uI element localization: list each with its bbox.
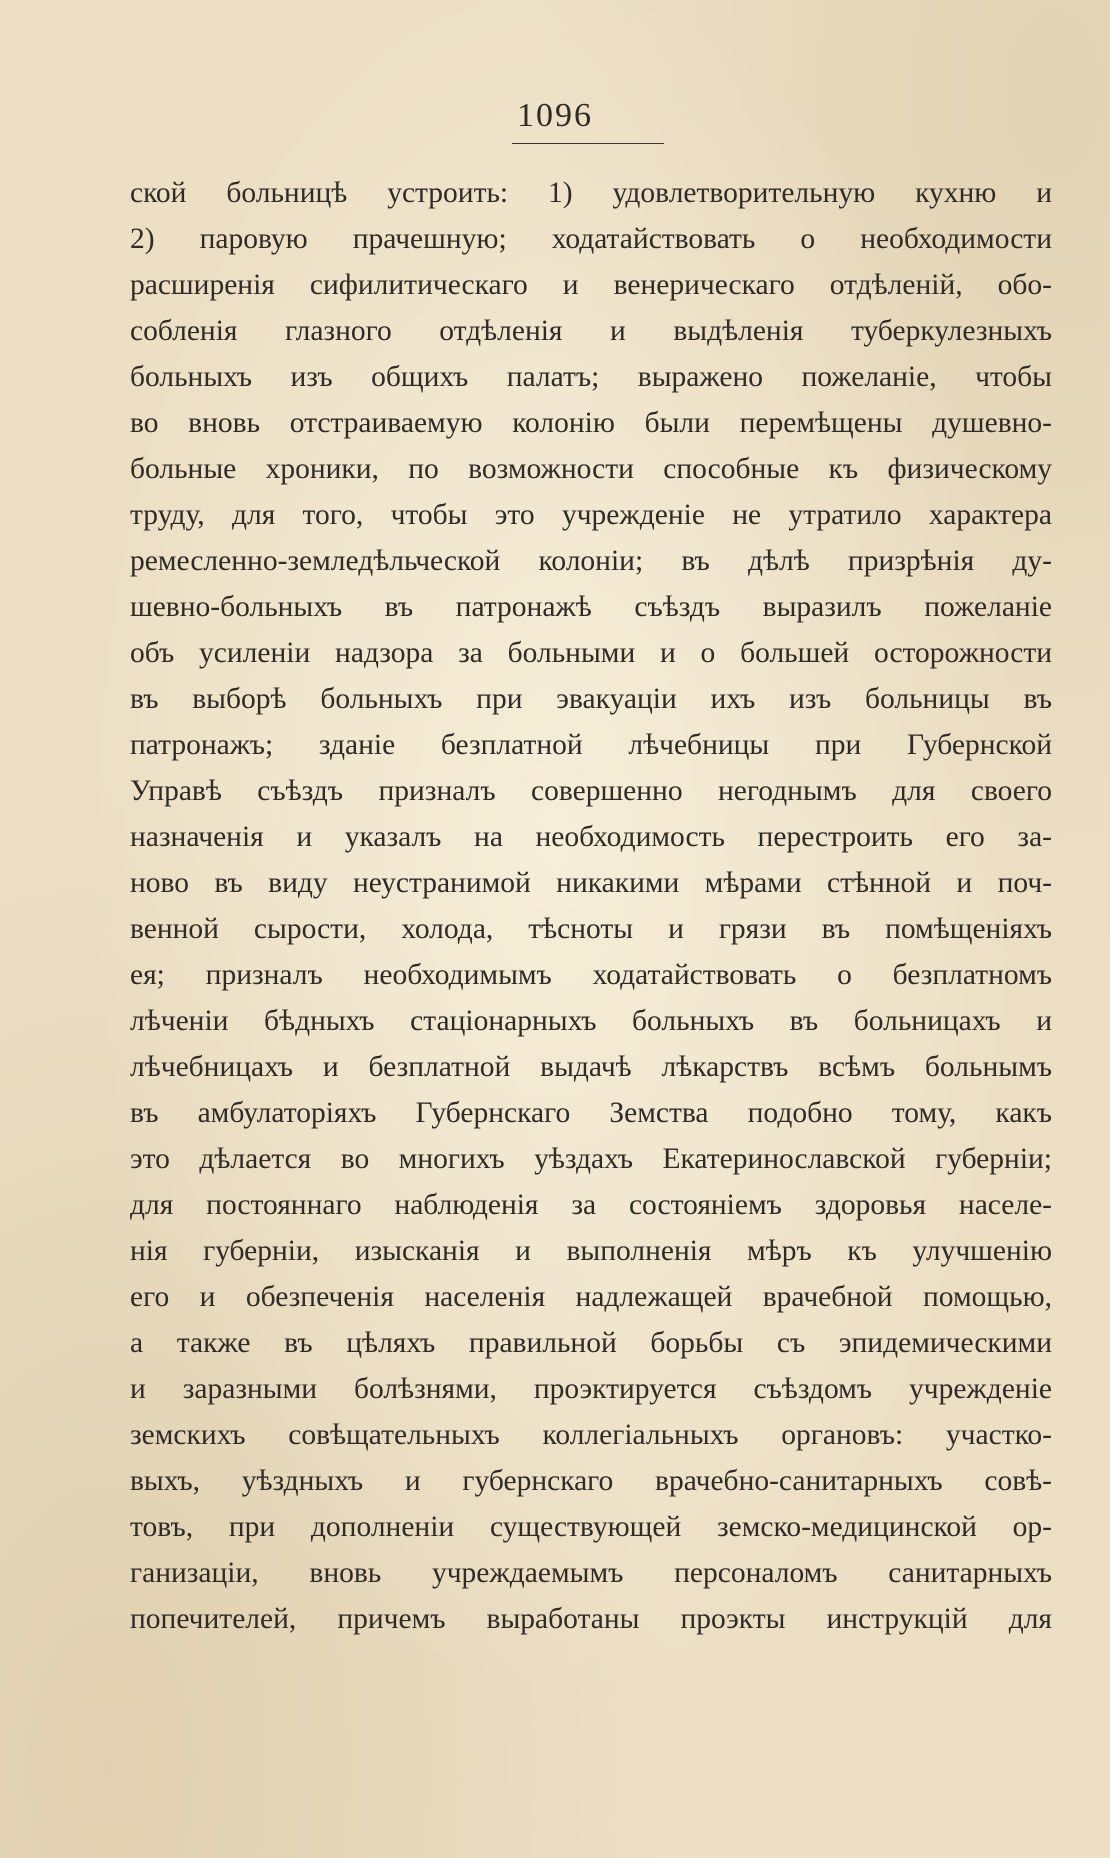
body-text: [130, 170, 1052, 1642]
text-line: патронажъ; зданіе безплатной лѣчебницы при Губернской: [130, 729, 1052, 761]
text-line: собленія глазного отдѣленія и выдѣленія туберкулезныхъ: [130, 315, 1052, 347]
text-line: ской больницѣ устроить: 1) удовлетворительную кухню и: [130, 177, 1052, 209]
text-line: это дѣлается во многихъ уѣздахъ Екатеринославской губерніи;: [130, 1143, 1052, 1175]
text-line: а также въ цѣляхъ правильной борьбы съ эпидемическими: [130, 1327, 1052, 1359]
text-line: Управѣ съѣздъ призналъ совершенно негоднымъ для своего: [130, 775, 1052, 807]
text-line: и заразными болѣзнями, проэктируется съѣздомъ учрежденіе: [130, 1373, 1052, 1405]
text-line: больные хроники, по возможности способные къ физическому: [130, 453, 1052, 485]
text-line: труду, для того, чтобы это учрежденіе не утратило характера: [130, 499, 1052, 531]
text-line: ея; призналъ необходимымъ ходатайствовать о безплатномъ: [130, 959, 1052, 991]
text-line: 2) паровую прачешную; ходатайствовать о необходимости: [130, 223, 1052, 255]
text-line: лѣчебницахъ и безплатной выдачѣ лѣкарствъ всѣмъ больнымъ: [130, 1051, 1052, 1083]
text-line: во вновь отстраиваемую колонію были перемѣщены душевно-: [130, 407, 1052, 439]
header-rule: [512, 143, 664, 144]
text-line: для постояннаго наблюденія за состояніемъ здоровья населе-: [130, 1189, 1052, 1221]
text-line: лѣченіи бѣдныхъ стаціонарныхъ больныхъ въ больницахъ и: [130, 1005, 1052, 1037]
text-line: земскихъ совѣщательныхъ коллегіальныхъ органовъ: участко-: [130, 1419, 1052, 1451]
text-line: объ усиленіи надзора за больными и о большей осторожности: [130, 637, 1052, 669]
text-line: выхъ, уѣздныхъ и губернскаго врачебно-санитарныхъ совѣ-: [130, 1465, 1052, 1497]
text-line: въ выборѣ больныхъ при эвакуаціи ихъ изъ больницы въ: [130, 683, 1052, 715]
text-line: въ амбулаторіяхъ Губернскаго Земства подобно тому, какъ: [130, 1097, 1052, 1129]
text-line: назначенія и указалъ на необходимость перестроить его за-: [130, 821, 1052, 853]
text-line: ганизаціи, вновь учреждаемымъ персоналомъ санитарныхъ: [130, 1557, 1052, 1589]
text-line: попечителей, причемъ выработаны проэкты инструкцій для: [130, 1603, 1052, 1635]
text-line: ново въ виду неустранимой никакими мѣрами стѣнной и поч-: [130, 867, 1052, 899]
text-line: товъ, при дополненіи существующей земско-медицинской ор-: [130, 1511, 1052, 1543]
page-number: 1096: [517, 97, 593, 134]
page-header: [0, 98, 1110, 134]
text-line: венной сырости, холода, тѣсноты и грязи въ помѣщеніяхъ: [130, 913, 1052, 945]
text-line: больныхъ изъ общихъ палатъ; выражено пожеланіе, чтобы: [130, 361, 1052, 393]
text-line: ремесленно-земледѣльческой колоніи; въ дѣлѣ призрѣнія ду-: [130, 545, 1052, 577]
text-line: шевно-больныхъ въ патронажѣ съѣздъ выразилъ пожеланіе: [130, 591, 1052, 623]
text-line: нія губерніи, изысканія и выполненія мѣръ къ улучшенію: [130, 1235, 1052, 1267]
text-line: расширенія сифилитическаго и венерическаго отдѣленій, обо-: [130, 269, 1052, 301]
text-line: его и обезпеченія населенія надлежащей врачебной помощью,: [130, 1281, 1052, 1313]
